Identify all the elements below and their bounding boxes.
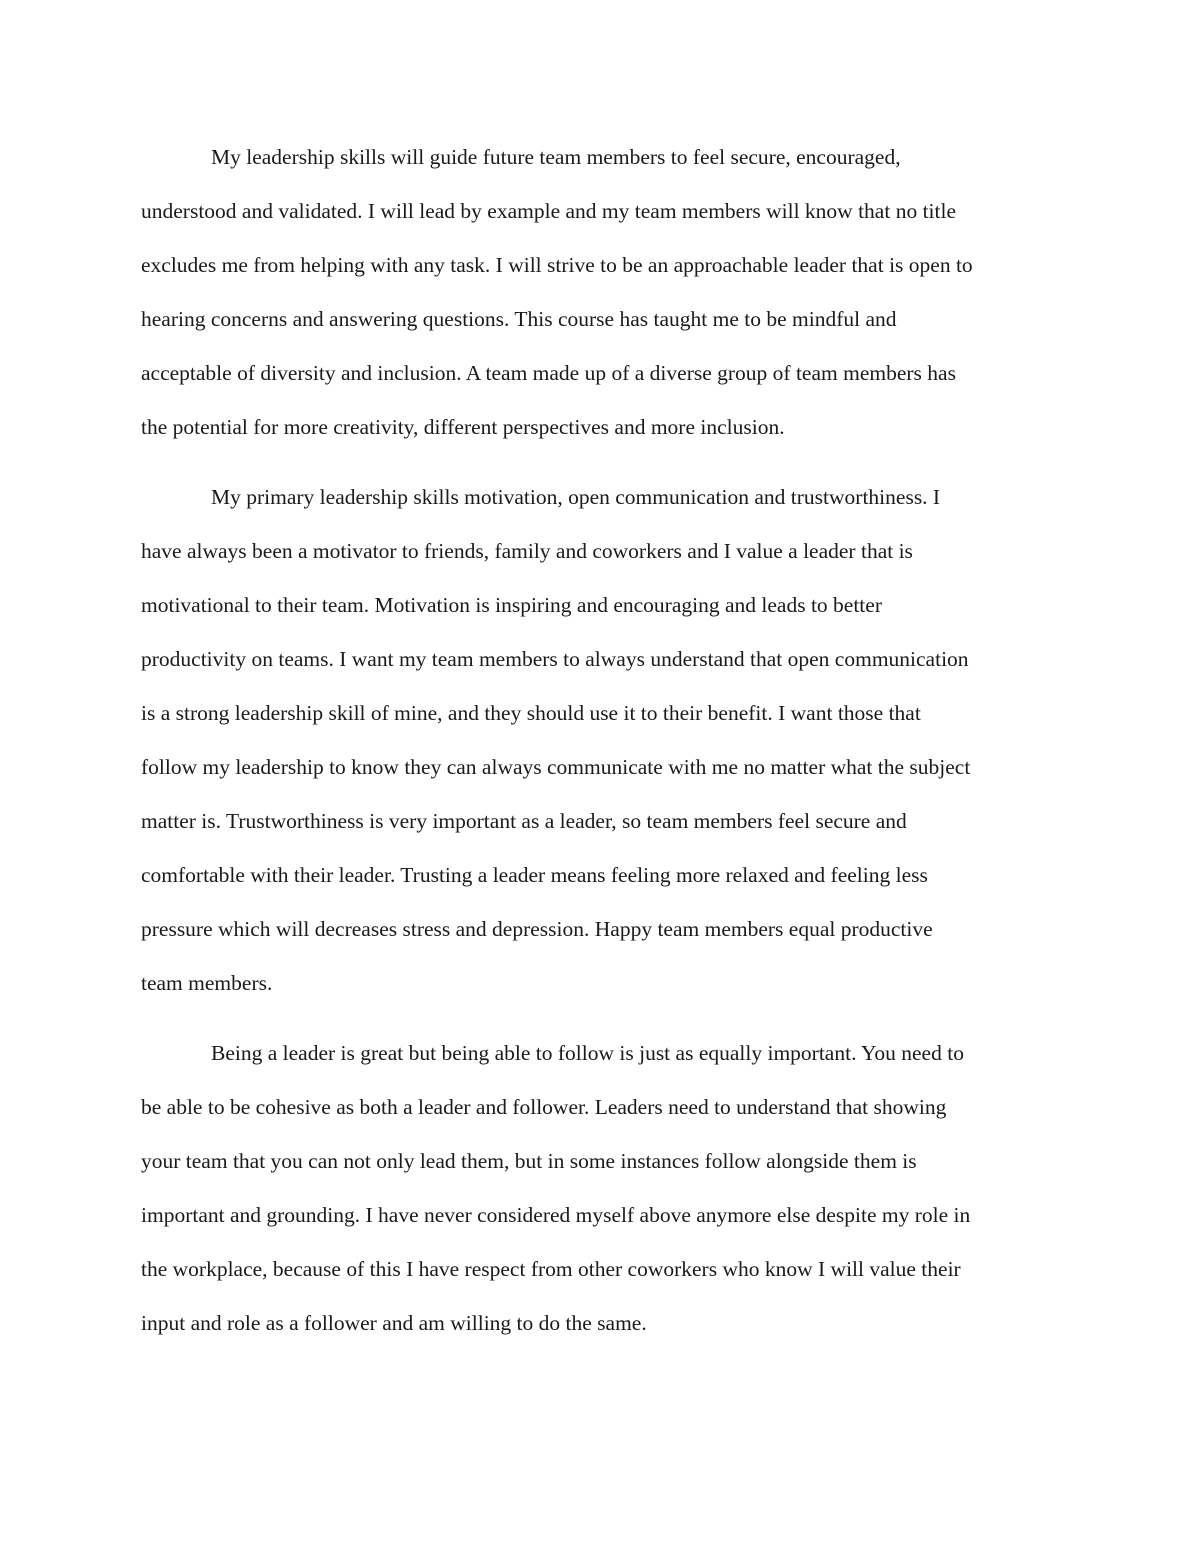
paragraph-line: motivational to their team. Motivation is inspiring and encouraging and leads to better (141, 593, 882, 617)
paragraph-line: Being a leader is great but being able to follow is just as equally important. You need to (211, 1041, 964, 1065)
paragraph-line: acceptable of diversity and inclusion. A team made up of a diverse group of team members has (141, 361, 956, 385)
paragraph-line: My primary leadership skills motivation, open communication and trustworthiness. I (211, 485, 941, 509)
paragraph-line: pressure which will decreases stress and depression. Happy team members equal productive (141, 917, 933, 941)
paragraph-line: excludes me from helping with any task. I will strive to be an approachable leader that is open to (141, 253, 973, 277)
paragraph-line: input and role as a follower and am willing to do the same. (141, 1311, 647, 1335)
paragraph-line: comfortable with their leader. Trusting a leader means feeling more relaxed and feeling less (141, 863, 928, 887)
paragraph-line: the potential for more creativity, different perspectives and more inclusion. (141, 415, 785, 439)
paragraph-line: productivity on teams. I want my team members to always understand that open communication (141, 647, 969, 671)
paragraph-line: is a strong leadership skill of mine, and they should use it to their benefit. I want those that (141, 701, 921, 725)
paragraph-line: My leadership skills will guide future team members to feel secure, encouraged, (211, 145, 901, 169)
paragraph-line: be able to be cohesive as both a leader and follower. Leaders need to understand that showing (141, 1095, 947, 1119)
paragraph-line: the workplace, because of this I have respect from other coworkers who know I will value their (141, 1257, 961, 1281)
paragraph-line: hearing concerns and answering questions. This course has taught me to be mindful and (141, 307, 897, 331)
paragraph-line: team members. (141, 971, 273, 995)
paragraph-line: matter is. Trustworthiness is very important as a leader, so team members feel secure and (141, 809, 907, 833)
paragraph-line: important and grounding. I have never considered myself above anymore else despite my role in (141, 1203, 971, 1227)
paragraph-line: your team that you can not only lead them, but in some instances follow alongside them is (141, 1149, 917, 1173)
paragraph-line: understood and validated. I will lead by example and my team members will know that no title (141, 199, 957, 223)
paragraph-line: have always been a motivator to friends, family and coworkers and I value a leader that is (141, 539, 913, 563)
paragraph-line: follow my leadership to know they can always communicate with me no matter what the subject (141, 755, 971, 779)
